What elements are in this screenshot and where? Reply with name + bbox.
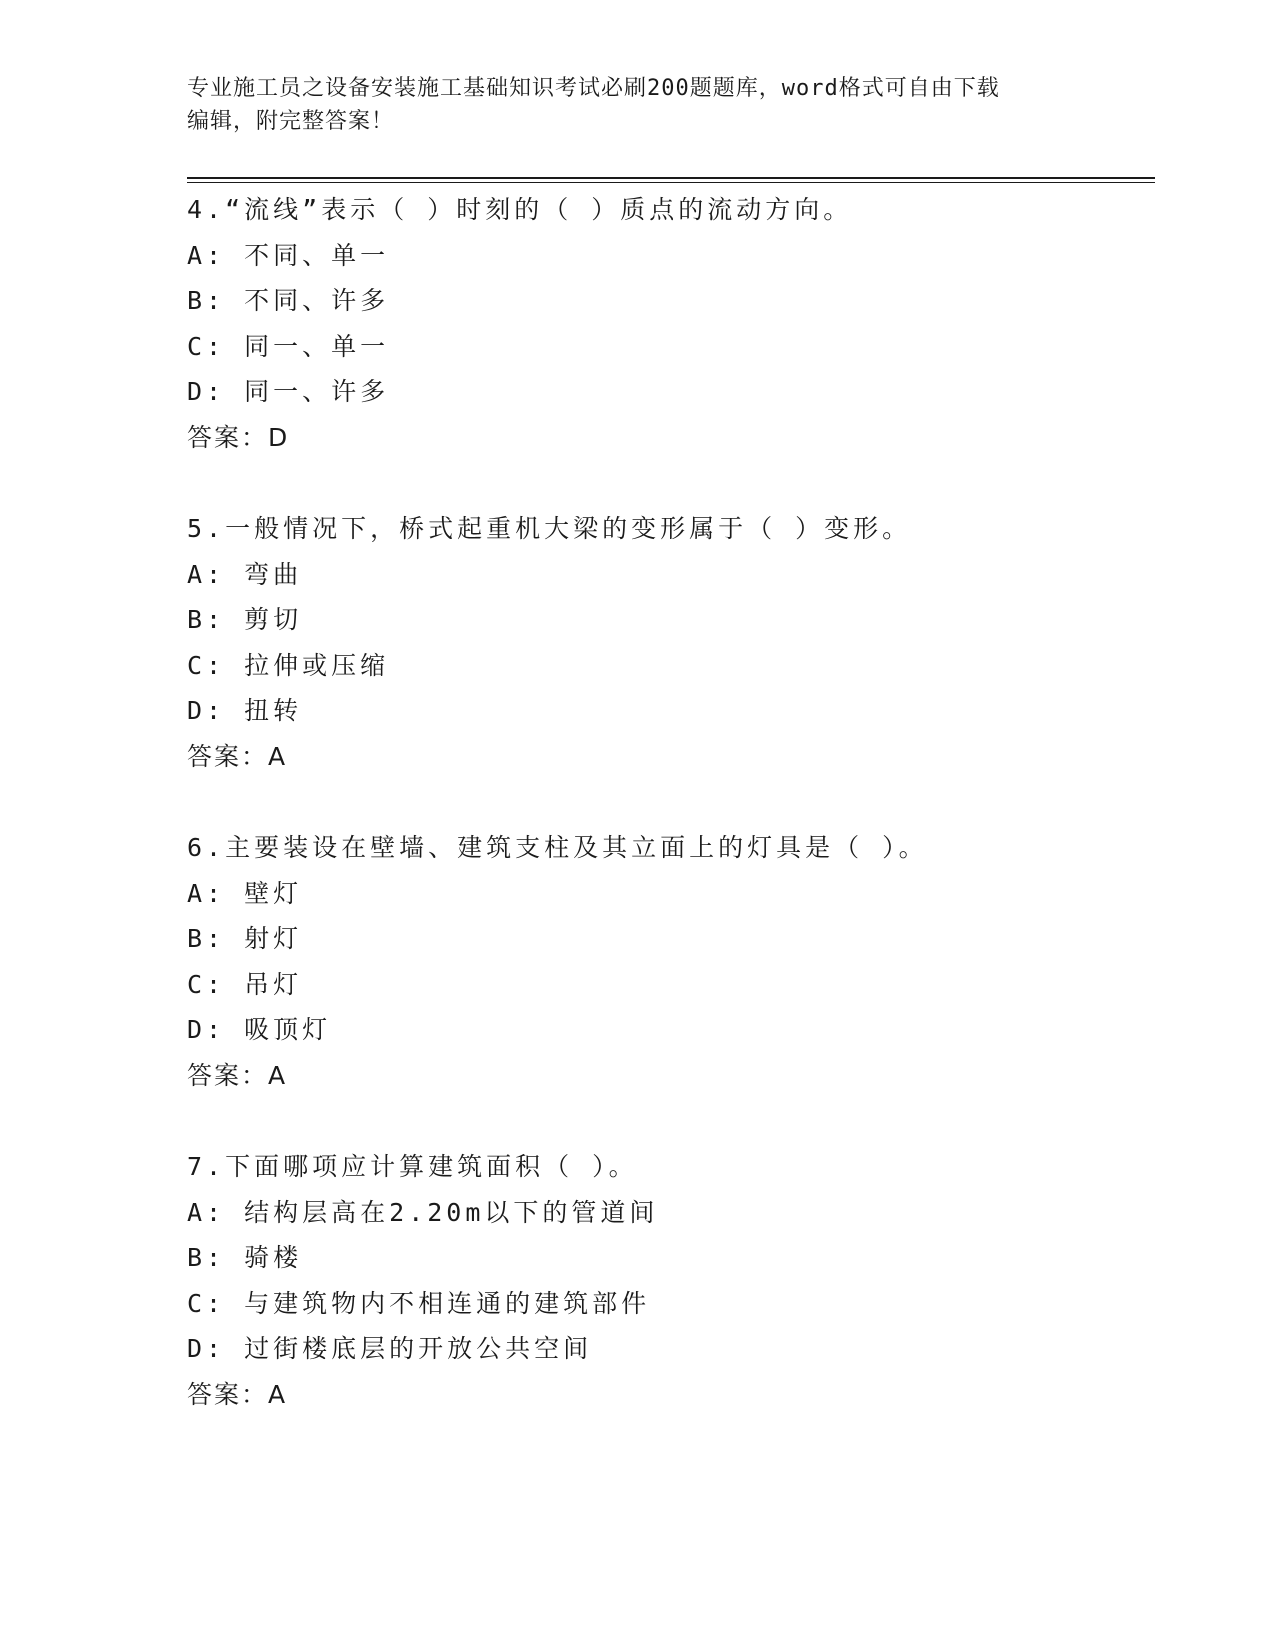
question-block: [187, 506, 1147, 779]
option-b: B: 剪切: [187, 605, 303, 634]
question-stem: 6.主要装设在壁墙、建筑支柱及其立面上的灯具是（ ）。: [187, 833, 928, 862]
option-d: D: 吸顶灯: [187, 1015, 332, 1044]
answer-label: 答案：A: [187, 1379, 288, 1409]
document-header: [187, 72, 1067, 138]
header-title-line-2: 编辑，附完整答案！: [187, 109, 395, 134]
option-d: D: 同一、许多: [187, 377, 390, 406]
option-c: C: 同一、单一: [187, 331, 390, 361]
option-b: B: 不同、许多: [187, 286, 390, 315]
answer-label: 答案：A: [187, 741, 288, 771]
option-a: A: 不同、单一: [187, 240, 390, 270]
answer-label: 答案：A: [187, 1060, 288, 1090]
question-block: [187, 825, 1147, 1098]
option-b: B: 骑楼: [187, 1243, 303, 1272]
question-stem: 7.下面哪项应计算建筑面积（ ）。: [187, 1152, 638, 1181]
question-stem: 5.一般情况下，桥式起重机大梁的变形属于（ ）变形。: [187, 514, 912, 543]
option-c: C: 拉伸或压缩: [187, 650, 390, 680]
header-title-line-1: 专业施工员之设备安装施工基础知识考试必刷200题题库，word格式可自由下载: [187, 76, 1000, 101]
option-d: D: 过街楼底层的开放公共空间: [187, 1334, 593, 1363]
option-a: A: 结构层高在2.20m以下的管道间: [187, 1197, 659, 1227]
answer-label: 答案：D: [187, 422, 290, 452]
option-c: C: 吊灯: [187, 969, 303, 999]
option-c: C: 与建筑物内不相连通的建筑部件: [187, 1288, 651, 1318]
question-block: [187, 1144, 1147, 1417]
option-a: A: 弯曲: [187, 559, 303, 589]
question-stem: 4.“流线”表示（ ）时刻的（ ）质点的流动方向。: [187, 195, 853, 224]
question-block: [187, 187, 1147, 460]
header-divider: [187, 177, 1155, 183]
option-b: B: 射灯: [187, 924, 303, 953]
option-a: A: 壁灯: [187, 878, 303, 908]
option-d: D: 扭转: [187, 696, 303, 725]
